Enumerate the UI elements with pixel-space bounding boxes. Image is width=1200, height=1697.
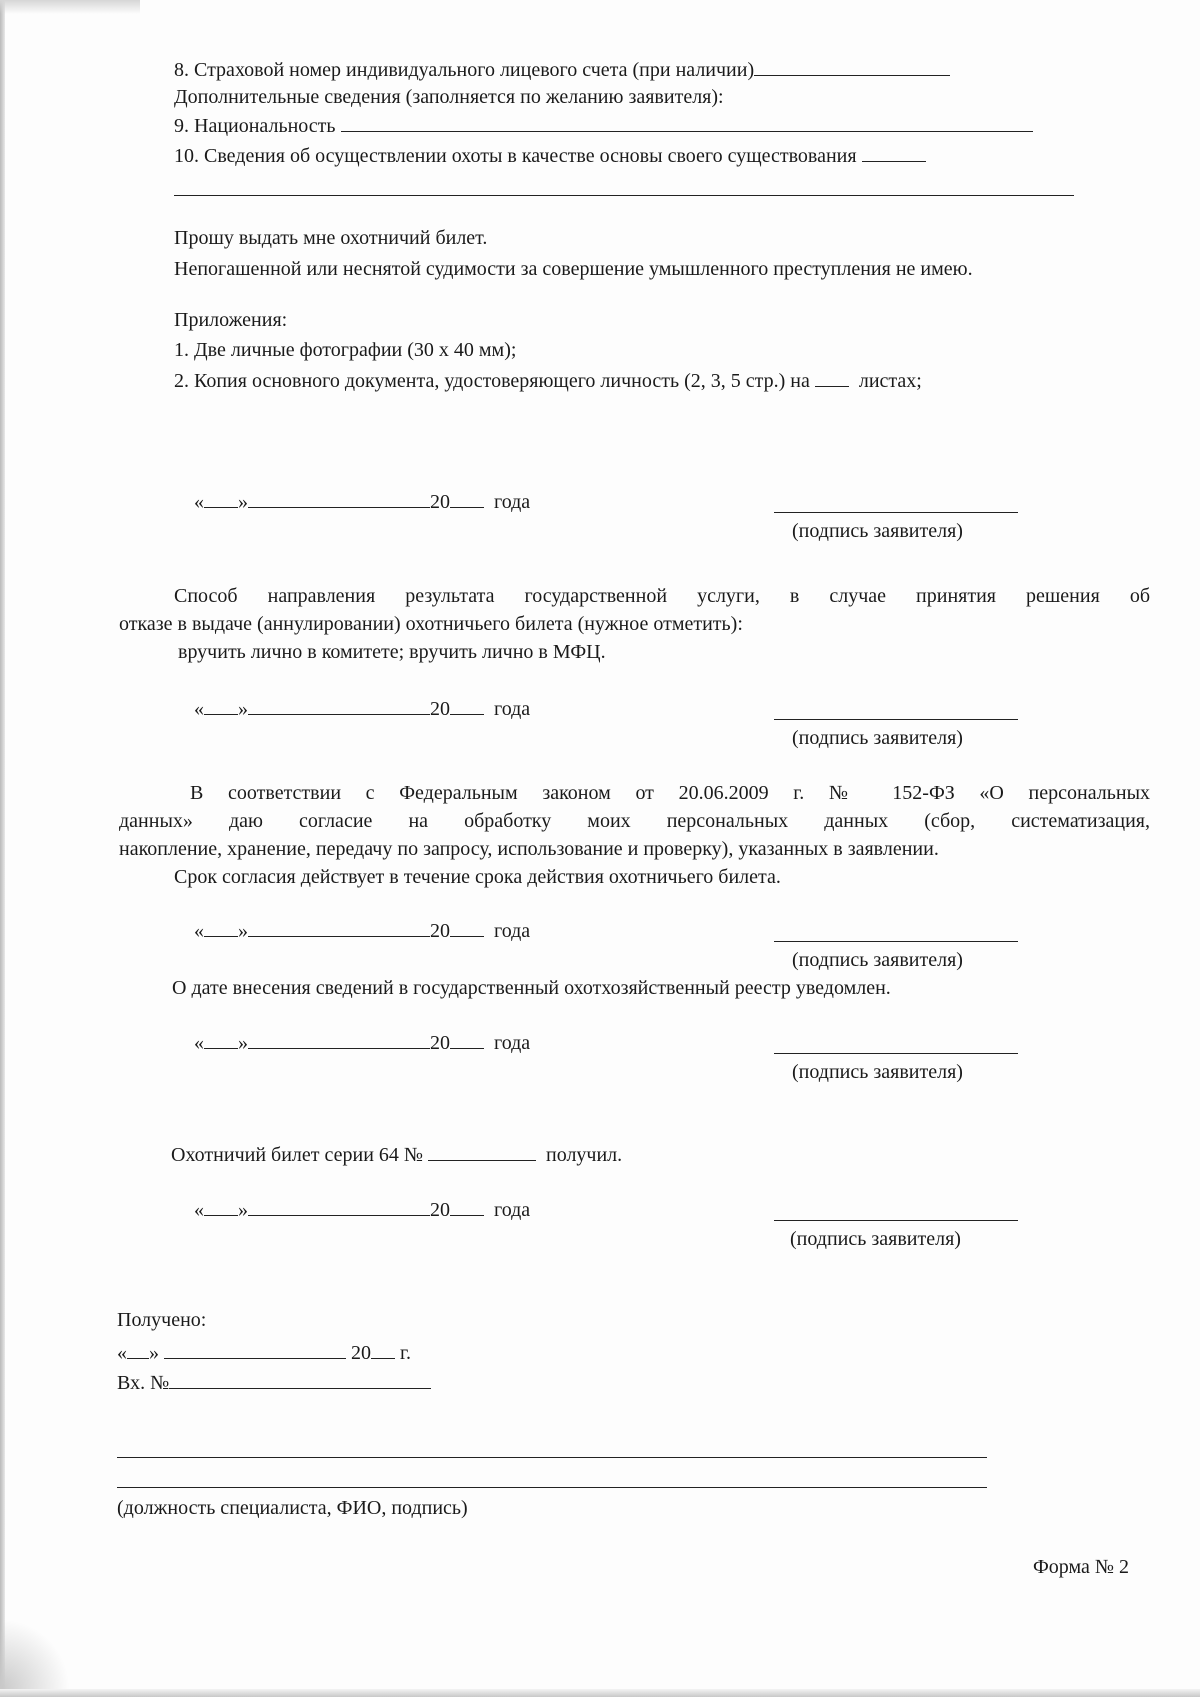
signature-caption-2: (подпись заявителя) [792,727,963,749]
consent-line-2: данных» даю согласие на обработку моих персональных данных (сбор, систематизация, [119,810,1150,832]
signature-line-2[interactable] [774,719,1018,720]
scan-edge-left [0,0,5,1697]
signature-caption-3: (подпись заявителя) [792,949,963,971]
quote-close: » [238,920,248,942]
item8-line [174,56,950,83]
year-prefix: 20 [430,1199,450,1221]
quote-open: « [194,920,204,942]
form-number: Форма № 2 [1033,1556,1129,1578]
received-quote-open: « [117,1342,127,1364]
date-line-3 [194,917,530,944]
year-suffix: года [494,1199,531,1221]
year-suffix: года [494,920,531,942]
day-field[interactable] [204,488,238,508]
month-field[interactable] [248,695,430,715]
item9-line [174,112,1033,139]
attachment-item-2-suffix: листах; [858,370,922,392]
incoming-number-line [117,1369,431,1396]
received-day-field[interactable] [127,1339,149,1359]
received-year-prefix: 20 [351,1342,371,1364]
year-suffix: года [494,698,531,720]
ticket-received-text: Охотничий билет серии 64 № [171,1144,423,1166]
day-field[interactable] [204,917,238,937]
year-suffix: года [494,491,531,513]
received-quote-close: » [149,1342,159,1364]
received-date-line [117,1339,411,1366]
signature-caption-1: (подпись заявителя) [792,520,963,542]
signature-caption-4: (подпись заявителя) [792,1061,963,1083]
year-prefix: 20 [430,698,450,720]
request-line-2: Непогашенной или неснятой судимости за совершение умышленного преступления не имею. [174,258,973,280]
year-suffix: года [494,1032,531,1054]
sheet-count-field[interactable] [815,367,849,387]
specialist-caption: (должность специалиста, ФИО, подпись) [117,1497,468,1519]
received-year-suffix: г. [400,1342,411,1364]
additional-info-heading: Дополнительные сведения (заполняется по желанию заявителя): [174,86,724,108]
day-field[interactable] [204,695,238,715]
ticket-received-suffix: получил. [546,1144,623,1166]
ticket-received-line [171,1141,622,1168]
delivery-options[interactable]: вручить лично в комитете; вручить лично в МФЦ. [178,641,606,663]
year-field[interactable] [450,1029,484,1049]
attachment-item-2 [174,367,922,394]
specialist-line-2[interactable] [117,1487,987,1488]
item10-line [174,142,926,169]
specialist-line-1[interactable] [117,1457,987,1458]
month-field[interactable] [248,488,430,508]
quote-open: « [194,698,204,720]
year-prefix: 20 [430,920,450,942]
scan-corner-bottom-left [0,1619,70,1689]
year-field[interactable] [450,1196,484,1216]
month-field[interactable] [248,1196,430,1216]
incoming-number-field[interactable] [169,1369,431,1389]
item8-text: 8. Страховой номер индивидуального лицевого счета (при наличии) [174,59,755,81]
received-heading: Получено: [117,1309,207,1331]
quote-close: » [238,698,248,720]
consent-line-3: накопление, хранение, передачу по запросу, использование и проверку), указанных в заявлении. [119,838,939,860]
date-line-4 [194,1029,530,1056]
quote-close: » [238,1032,248,1054]
year-field[interactable] [450,488,484,508]
request-line-1: Прошу выдать мне охотничий билет. [174,227,488,249]
scan-edge-bottom [0,1689,1200,1697]
attachment-item-1: 1. Две личные фотографии (30 х 40 мм); [174,339,517,361]
date-line-2 [194,695,530,722]
year-prefix: 20 [430,1032,450,1054]
quote-open: « [194,1032,204,1054]
item10-text: 10. Сведения об осуществлении охоты в качестве основы своего существования [174,145,857,167]
ticket-number-field[interactable] [428,1141,536,1161]
day-field[interactable] [204,1029,238,1049]
item9-text: 9. Национальность [174,115,336,137]
signature-line-1[interactable] [774,512,1018,513]
registry-notice: О дате внесения сведений в государственный охотхозяйственный реестр уведомлен. [172,977,891,999]
day-field[interactable] [204,1196,238,1216]
incoming-number-label: Вх. № [117,1372,170,1394]
attachments-heading: Приложения: [174,309,288,331]
received-year-field[interactable] [371,1339,395,1359]
year-field[interactable] [450,917,484,937]
month-field[interactable] [248,1029,430,1049]
year-field[interactable] [450,695,484,715]
attachment-item-2-text: 2. Копия основного документа, удостоверяющего личность (2, 3, 5 стр.) на [174,370,810,392]
signature-caption-5: (подпись заявителя) [790,1228,961,1250]
year-prefix: 20 [430,491,450,513]
delivery-line-1: Способ направления результата государственной услуги, в случае принятия решения об [174,585,1150,607]
consent-line-1: В соответствии с Федеральным законом от 20.06.2009 г. № 152-ФЗ «О персональных [190,782,1150,804]
signature-line-3[interactable] [774,941,1018,942]
quote-open: « [194,1199,204,1221]
snils-field[interactable] [754,56,950,76]
nationality-field[interactable] [341,112,1033,132]
hunting-basis-field[interactable] [862,142,926,162]
quote-close: » [238,1199,248,1221]
scan-corner-top-left [0,0,140,14]
hunting-basis-field-continuation[interactable] [174,195,1074,196]
received-month-field[interactable] [164,1339,346,1359]
date-line-1 [194,488,530,515]
date-line-5 [194,1196,530,1223]
quote-close: » [238,491,248,513]
signature-line-5[interactable] [774,1220,1018,1221]
consent-line-4: Срок согласия действует в течение срока действия охотничьего билета. [174,866,781,888]
month-field[interactable] [248,917,430,937]
delivery-line-2: отказе в выдаче (аннулировании) охотничьего билета (нужное отметить): [119,613,743,635]
signature-line-4[interactable] [774,1053,1018,1054]
quote-open: « [194,491,204,513]
